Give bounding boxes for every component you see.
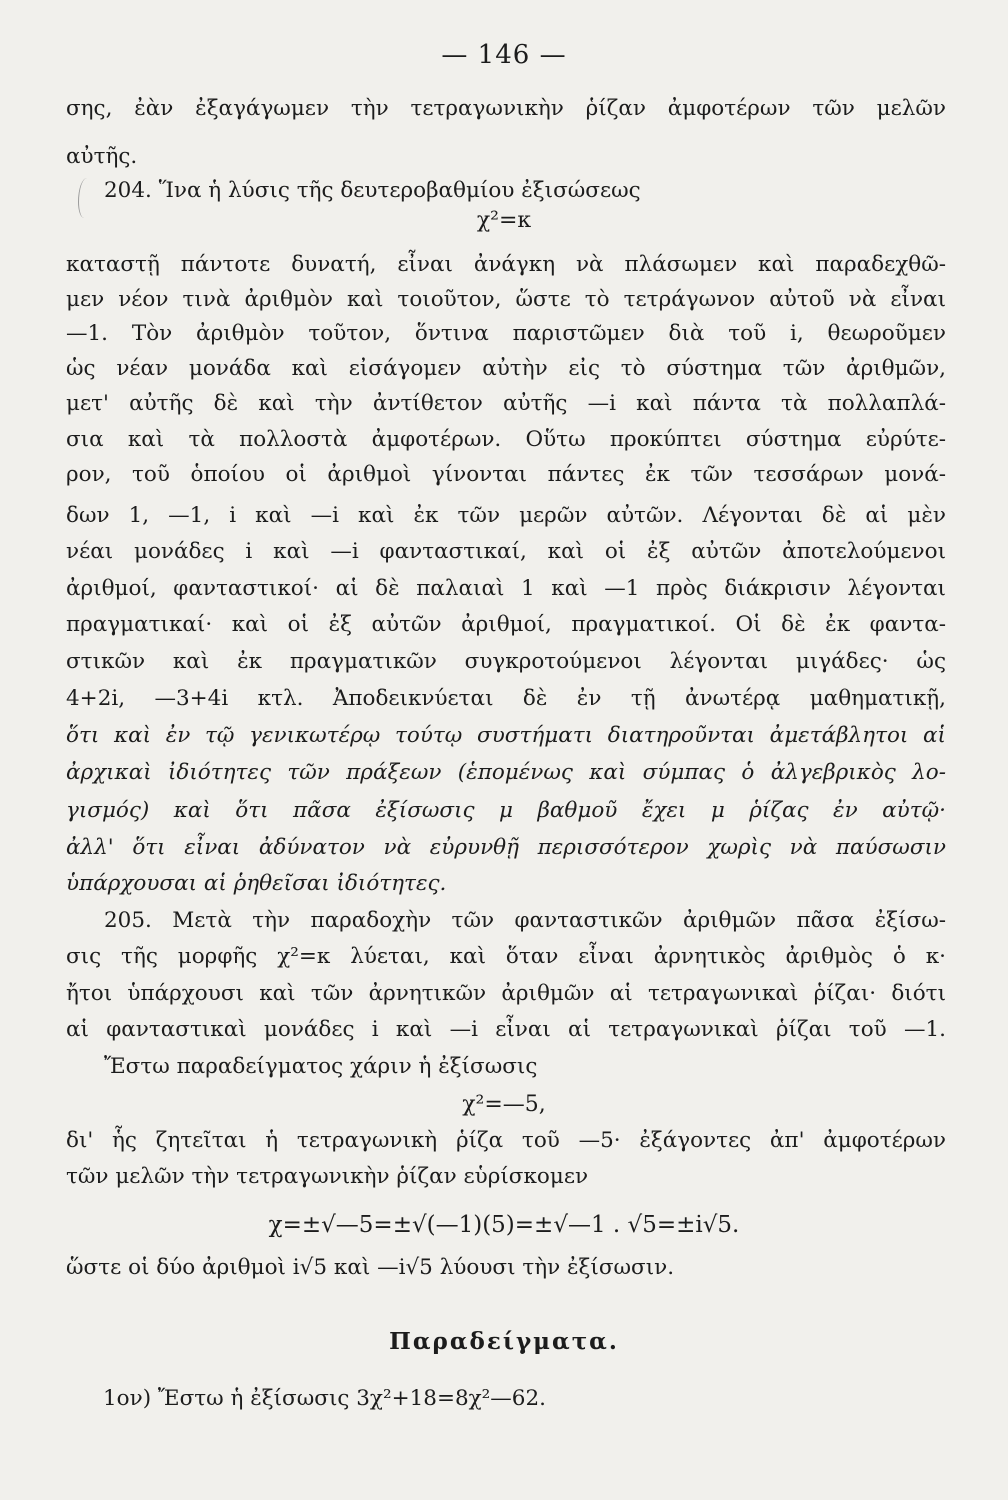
text-line: 4+2i, —3+4i κτλ. Ἀποδεικνύεται δὲ ἐν τῇ ἀνωτέρᾳ μαθηματικῇ,	[66, 686, 946, 711]
text-line: τῶν μελῶν τὴν τετραγωνικὴν ῥίζαν εὑρίσκομεν	[66, 1164, 589, 1189]
equation-x2-minus5: χ²=—5,	[462, 1092, 546, 1117]
text-line: δων 1, —1, i καὶ —i καὶ ἐκ τῶν μερῶν αὐτῶν. Λέγονται δὲ αἱ μὲν	[66, 503, 946, 528]
text-line: ὑπάρχουσαι αἱ ῥηθεῖσαι ἰδιότητες.	[66, 871, 447, 896]
text-line: ἀλλ' ὅτι εἶναι ἀδύνατον νὰ εὐρυνθῇ περισσότερον χωρὶς νὰ παύσωσιν	[66, 835, 946, 860]
text-line: αὐτῆς.	[66, 144, 138, 169]
text-line: Ἔστω παραδείγματος χάριν ἡ ἐξίσωσις	[104, 1054, 538, 1079]
example-1: 1ον) Ἔστω ἡ ἐξίσωσις 3χ²+18=8χ²—62.	[103, 1386, 546, 1411]
text-line: ἀριθμοί, φανταστικοί· αἱ δὲ παλαιαὶ 1 καὶ —1 πρὸς διάκρισιν λέγονται	[66, 576, 946, 601]
text-line: αἱ φανταστικαὶ μονάδες i καὶ —i εἶναι αἱ τετραγωνικαὶ ῥίζαι τοῦ —1.	[66, 1017, 946, 1042]
text-line: καταστῇ πάντοτε δυνατή, εἶναι ἀνάγκη νὰ πλάσωμεν καὶ παραδεχθῶ-	[66, 252, 946, 277]
text-line: ὅτι καὶ ἐν τῷ γενικωτέρῳ τούτῳ συστήματι διατηροῦνται ἀμετάβλητοι αἱ	[66, 723, 946, 748]
text-line: δι' ἧς ζητεῖται ἡ τετραγωνικὴ ῥίζα τοῦ —5· ἐξάγοντες ἀπ' ἀμφοτέρων	[66, 1128, 946, 1153]
text-line: ἤτοι ὑπάρχουσι καὶ τῶν ἀρνητικῶν ἀριθμῶν αἱ τετραγωνικαὶ ῥίζαι· διότι	[66, 981, 946, 1006]
text-line: σια καὶ τὰ πολλοστὰ ἀμφοτέρων. Οὕτω προκύπτει σύστημα εὐρύτε-	[66, 427, 946, 452]
text-line: ρον, τοῦ ὁποίου οἱ ἀριθμοὶ γίνονται πάντες ἐκ τῶν τεσσάρων μονά-	[66, 462, 946, 487]
text-line: νέαι μονάδες i καὶ —i φανταστικαί, καὶ οἱ ἐξ αὐτῶν ἀποτελούμενοι	[66, 539, 946, 564]
text-line: —1. Τὸν ἀριθμὸν τοῦτον, ὅντινα παριστῶμεν διὰ τοῦ i, θεωροῦμεν	[66, 321, 946, 346]
text-line: στικῶν καὶ ἐκ πραγματικῶν συγκροτούμενοι λέγονται μιγάδες· ὡς	[66, 649, 946, 674]
text-line: μεν νέον τινὰ ἀριθμὸν καὶ τοιοῦτον, ὥστε τὸ τετράγωνον αὐτοῦ νὰ εἶναι	[66, 287, 946, 312]
text-line: γισμός) καὶ ὅτι πᾶσα ἐξίσωσις μ βαθμοῦ ἔχει μ ῥίζας ἐν αὐτῷ·	[66, 798, 946, 823]
text-line: ὥστε οἱ δύο ἀριθμοὶ i√5 καὶ —i√5 λύουσι τὴν ἐξίσωσιν.	[66, 1255, 675, 1280]
text-line: πραγματικαί· καὶ οἱ ἐξ αὐτῶν ἀριθμοί, πραγματικοί. Οἱ δὲ ἐκ φαντα-	[66, 612, 946, 637]
section-205-start: 205. Μετὰ τὴν παραδοχὴν τῶν φανταστικῶν ἀριθμῶν πᾶσα ἐξίσω-	[104, 908, 946, 933]
section-204-start: 204. Ἵνα ἡ λύσις τῆς δευτεροβαθμίου ἐξισώσεως	[104, 178, 641, 203]
text-line: ἀρχικαὶ ἰδιότητες τῶν πράξεων (ἑπομένως καὶ σύμπας ὁ ἀλγεβρικὸς λο-	[66, 760, 946, 785]
text-line: ὡς νέαν μονάδα καὶ εἰσάγομεν αὐτὴν εἰς τὸ σύστημα τῶν ἀριθμῶν,	[66, 356, 946, 381]
text-line: σης, ἐὰν ἐξαγάγωμεν τὴν τετραγωνικὴν ῥίζαν ἀμφοτέρων τῶν μελῶν	[66, 96, 946, 121]
equation-solution: χ=±√—5=±√(—1)(5)=±√—1 . √5=±i√5.	[268, 1212, 740, 1238]
examples-heading: Παραδείγματα.	[389, 1328, 619, 1355]
equation-x2-k: χ²=κ	[476, 208, 532, 233]
text-line: μετ' αὐτῆς δὲ καὶ τὴν ἀντίθετον αὐτῆς —i καὶ πάντα τὰ πολλαπλά-	[66, 391, 946, 416]
page-number: — 146 —	[441, 40, 567, 70]
text-line: σις τῆς μορφῆς χ²=κ λύεται, καὶ ὅταν εἶναι ἀρνητικὸς ἀριθμὸς ὁ κ·	[66, 944, 946, 969]
